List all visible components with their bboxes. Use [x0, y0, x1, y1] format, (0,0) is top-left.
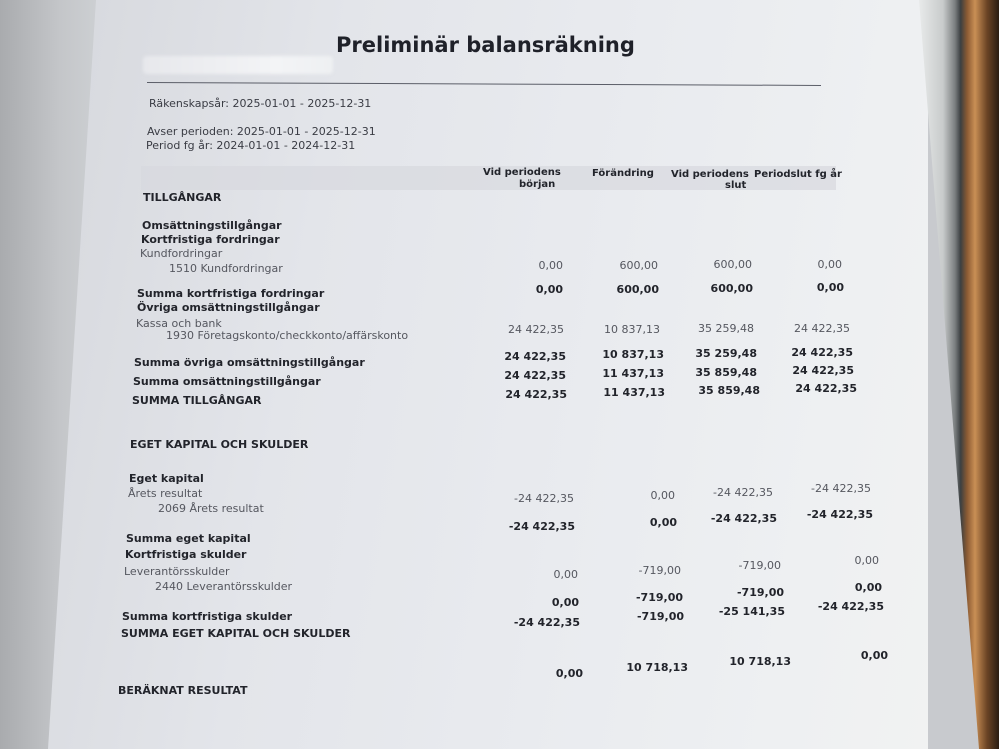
value-cell: 24 422,35 — [795, 382, 857, 395]
value-cell: 10 718,13 — [626, 661, 688, 674]
value-cell: 0,00 — [817, 258, 842, 271]
subgroup-accounts-payable: Leverantörsskulder — [124, 565, 230, 578]
previous-period: Period fg år: 2024-01-01 - 2024-12-31 — [146, 139, 356, 152]
value-cell: -719,00 — [635, 591, 683, 604]
value-cell: 600,00 — [710, 282, 753, 295]
value-cell: -24 422,35 — [513, 616, 580, 629]
computed-result: BERÄKNAT RESULTAT — [118, 684, 248, 697]
sum-equity: Summa eget kapital — [126, 532, 251, 545]
value-cell: -719,00 — [736, 586, 784, 599]
col-header-start: Vid periodens — [483, 167, 561, 178]
value-cell: -719,00 — [638, 564, 681, 577]
group-current-assets: Omsättningstillgångar — [142, 219, 282, 232]
value-cell: 24 422,35 — [791, 346, 853, 359]
group-other-current-assets: Övriga omsättningstillgångar — [137, 301, 320, 314]
section-assets: TILLGÅNGAR — [143, 191, 222, 204]
value-cell: 35 859,48 — [698, 384, 760, 397]
col-header-change: Förändring — [592, 168, 654, 179]
value-cell: 24 422,35 — [504, 369, 566, 382]
value-cell: -24 422,35 — [811, 482, 871, 495]
group-short-term-receivables: Kortfristiga fordringar — [141, 233, 280, 246]
value-cell: 11 437,13 — [602, 367, 664, 380]
value-cell: 24 422,35 — [792, 364, 854, 377]
account-2440: 2440 Leverantörsskulder — [155, 580, 293, 593]
value-cell: 0,00 — [555, 667, 583, 680]
value-cell: -25 141,35 — [718, 605, 785, 618]
value-cell: 0,00 — [860, 649, 888, 662]
account-2069: 2069 Årets resultat — [158, 502, 264, 515]
monitor-bezel — [919, 0, 999, 749]
report-period: Avser perioden: 2025-01-01 - 2025-12-31 — [147, 125, 376, 138]
account-1510: 1510 Kundfordringar — [169, 262, 283, 275]
value-cell: 24 422,35 — [505, 388, 567, 401]
col-header-end: Vid periodens — [671, 169, 749, 180]
value-cell: 0,00 — [551, 596, 579, 609]
value-cell: -719,00 — [636, 610, 684, 623]
value-cell: 600,00 — [713, 258, 752, 271]
value-cell: 35 859,48 — [695, 366, 757, 379]
value-cell: 35 259,48 — [695, 347, 757, 360]
value-cell: 600,00 — [619, 259, 658, 272]
group-short-term-liabilities: Kortfristiga skulder — [125, 548, 247, 561]
value-cell: 0,00 — [854, 554, 879, 567]
subgroup-accounts-receivable: Kundfordringar — [140, 247, 223, 260]
value-cell: 0,00 — [854, 581, 882, 594]
value-cell: -24 422,35 — [713, 486, 773, 499]
value-cell: 600,00 — [616, 283, 659, 296]
value-cell: 10 837,13 — [604, 323, 660, 336]
value-cell: 10 837,13 — [602, 348, 664, 361]
sum-equity-liabilities: SUMMA EGET KAPITAL OCH SKULDER — [121, 627, 351, 640]
fiscal-year: Räkenskapsår: 2025-01-01 - 2025-12-31 — [149, 97, 372, 110]
value-cell: -24 422,35 — [806, 508, 873, 521]
subgroup-cash-bank: Kassa och bank — [136, 317, 222, 330]
value-cell: 11 437,13 — [603, 386, 665, 399]
sum-current-assets: Summa omsättningstillgångar — [133, 375, 321, 388]
col-header-prev: Periodslut fg år — [754, 169, 842, 180]
value-cell: 10 718,13 — [729, 655, 791, 668]
value-cell: -719,00 — [738, 559, 781, 572]
sum-short-term-liabilities: Summa kortfristiga skulder — [122, 610, 293, 623]
value-cell: 0,00 — [816, 281, 844, 294]
sum-total-assets: SUMMA TILLGÅNGAR — [132, 394, 262, 407]
value-cell: 0,00 — [649, 516, 677, 529]
col-header-start-2: början — [519, 179, 556, 190]
value-cell: -24 422,35 — [710, 512, 777, 525]
sum-short-term-receivables: Summa kortfristiga fordringar — [137, 287, 325, 300]
value-cell: -24 422,35 — [508, 520, 575, 533]
value-cell: 0,00 — [535, 283, 563, 296]
section-equity-liabilities: EGET KAPITAL OCH SKULDER — [130, 438, 309, 451]
value-cell: 0,00 — [553, 568, 578, 581]
value-cell: 24 422,35 — [794, 322, 850, 335]
value-cell: 0,00 — [650, 489, 675, 502]
page-title: Preliminär balansräkning — [336, 33, 635, 57]
account-1930: 1930 Företagskonto/checkkonto/affärskonto — [166, 329, 409, 342]
value-cell: 24 422,35 — [504, 350, 566, 363]
group-equity: Eget kapital — [129, 472, 204, 485]
value-cell: 24 422,35 — [508, 323, 564, 336]
sum-other-current-assets: Summa övriga omsättningstillgångar — [134, 356, 365, 369]
subgroup-year-result: Årets resultat — [128, 487, 203, 500]
value-cell: 0,00 — [538, 259, 563, 272]
redacted-company-name — [143, 56, 333, 74]
value-cell: -24 422,35 — [817, 600, 884, 613]
value-cell: 35 259,48 — [698, 322, 754, 335]
col-header-end-2: slut — [725, 180, 747, 191]
value-cell: -24 422,35 — [514, 492, 574, 505]
